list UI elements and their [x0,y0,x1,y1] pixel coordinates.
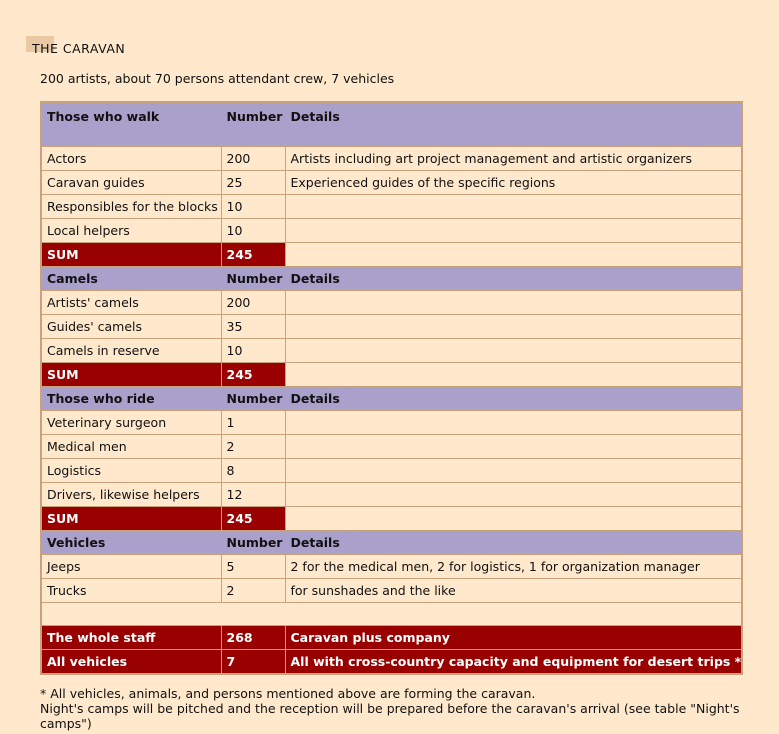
total-label: The whole staff [41,626,221,650]
table-row [41,579,742,603]
number-header: Number [221,387,285,411]
item-details: for sunshades and the like [285,579,742,603]
section-header-row [41,267,742,291]
number-header: Number [221,102,285,147]
section-title: Those who walk [41,102,221,147]
table-row [41,339,742,363]
details-header: Details [285,531,742,555]
sum-blank [285,507,742,531]
item-number: 10 [221,219,285,243]
item-number: 5 [221,555,285,579]
item-number: 1 [221,411,285,435]
sum-value: 245 [221,507,285,531]
item-details [285,339,742,363]
total-row [41,626,742,650]
section-title: Those who ride [41,387,221,411]
item-label: Responsibles for the blocks [41,195,221,219]
item-details [285,483,742,507]
sum-label: SUM [41,243,221,267]
footnote-camps: Night's camps will be pitched and the reception will be prepared before the caravan's arrival (see table "Night's camps") [40,701,740,731]
item-details [285,435,742,459]
item-label: Caravan guides [41,171,221,195]
item-number: 35 [221,315,285,339]
table-row [41,219,742,243]
table-row [41,411,742,435]
item-label: Jeeps [41,555,221,579]
item-number: 2 [221,435,285,459]
section-header-row [41,531,742,555]
sum-label: SUM [41,507,221,531]
item-number: 2 [221,579,285,603]
item-details [285,411,742,435]
total-row [41,650,742,675]
table-row [41,435,742,459]
item-label: Camels in reserve [41,339,221,363]
item-details [285,291,742,315]
sum-value: 245 [221,243,285,267]
item-details: 2 for the medical men, 2 for logistics, 1 for organization manager [285,555,742,579]
footnote-vehicles: * All vehicles, animals, and persons mentioned above are forming the caravan. [40,686,536,701]
item-details [285,315,742,339]
sum-blank [285,363,742,387]
total-value: 7 [221,650,285,675]
table-row [41,555,742,579]
item-details [285,219,742,243]
item-details: Artists including art project management and artistic organizers [285,147,742,171]
table-row [41,147,742,171]
item-number: 10 [221,195,285,219]
item-label: Actors [41,147,221,171]
item-label: Medical men [41,435,221,459]
sum-row [41,507,742,531]
intro-text: 200 artists, about 70 persons attendant crew, 7 vehicles [40,71,395,86]
table-row [41,459,742,483]
table-row [41,483,742,507]
table-row [41,291,742,315]
total-value: 268 [221,626,285,650]
item-label: Logistics [41,459,221,483]
page-title: THE CARAVAN [32,41,126,56]
table-row [41,195,742,219]
sum-blank [285,243,742,267]
footnotes [40,686,779,731]
sum-row [41,243,742,267]
item-number: 8 [221,459,285,483]
item-number: 25 [221,171,285,195]
item-number: 12 [221,483,285,507]
sum-label: SUM [41,363,221,387]
item-number: 10 [221,339,285,363]
item-details [285,195,742,219]
item-label: Artists' camels [41,291,221,315]
details-header: Details [285,102,742,147]
item-number: 200 [221,291,285,315]
item-number: 200 [221,147,285,171]
spacer-row [41,603,742,626]
item-label: Trucks [41,579,221,603]
details-header: Details [285,387,742,411]
item-details: Experienced guides of the specific regions [285,171,742,195]
section-header-row [41,102,742,147]
section-title: Camels [41,267,221,291]
section-header-row [41,387,742,411]
section-title: Vehicles [41,531,221,555]
total-details: Caravan plus company [285,626,742,650]
item-details [285,459,742,483]
table-row [41,171,742,195]
sum-value: 245 [221,363,285,387]
spacer-cell [41,603,742,626]
table-row [41,315,742,339]
item-label: Guides' camels [41,315,221,339]
item-label: Drivers, likewise helpers [41,483,221,507]
number-header: Number [221,267,285,291]
caravan-table [40,101,743,675]
item-label: Local helpers [41,219,221,243]
number-header: Number [221,531,285,555]
details-header: Details [285,267,742,291]
total-details: All with cross-country capacity and equipment for desert trips * [285,650,742,675]
total-label: All vehicles [41,650,221,675]
item-label: Veterinary surgeon [41,411,221,435]
sum-row [41,363,742,387]
